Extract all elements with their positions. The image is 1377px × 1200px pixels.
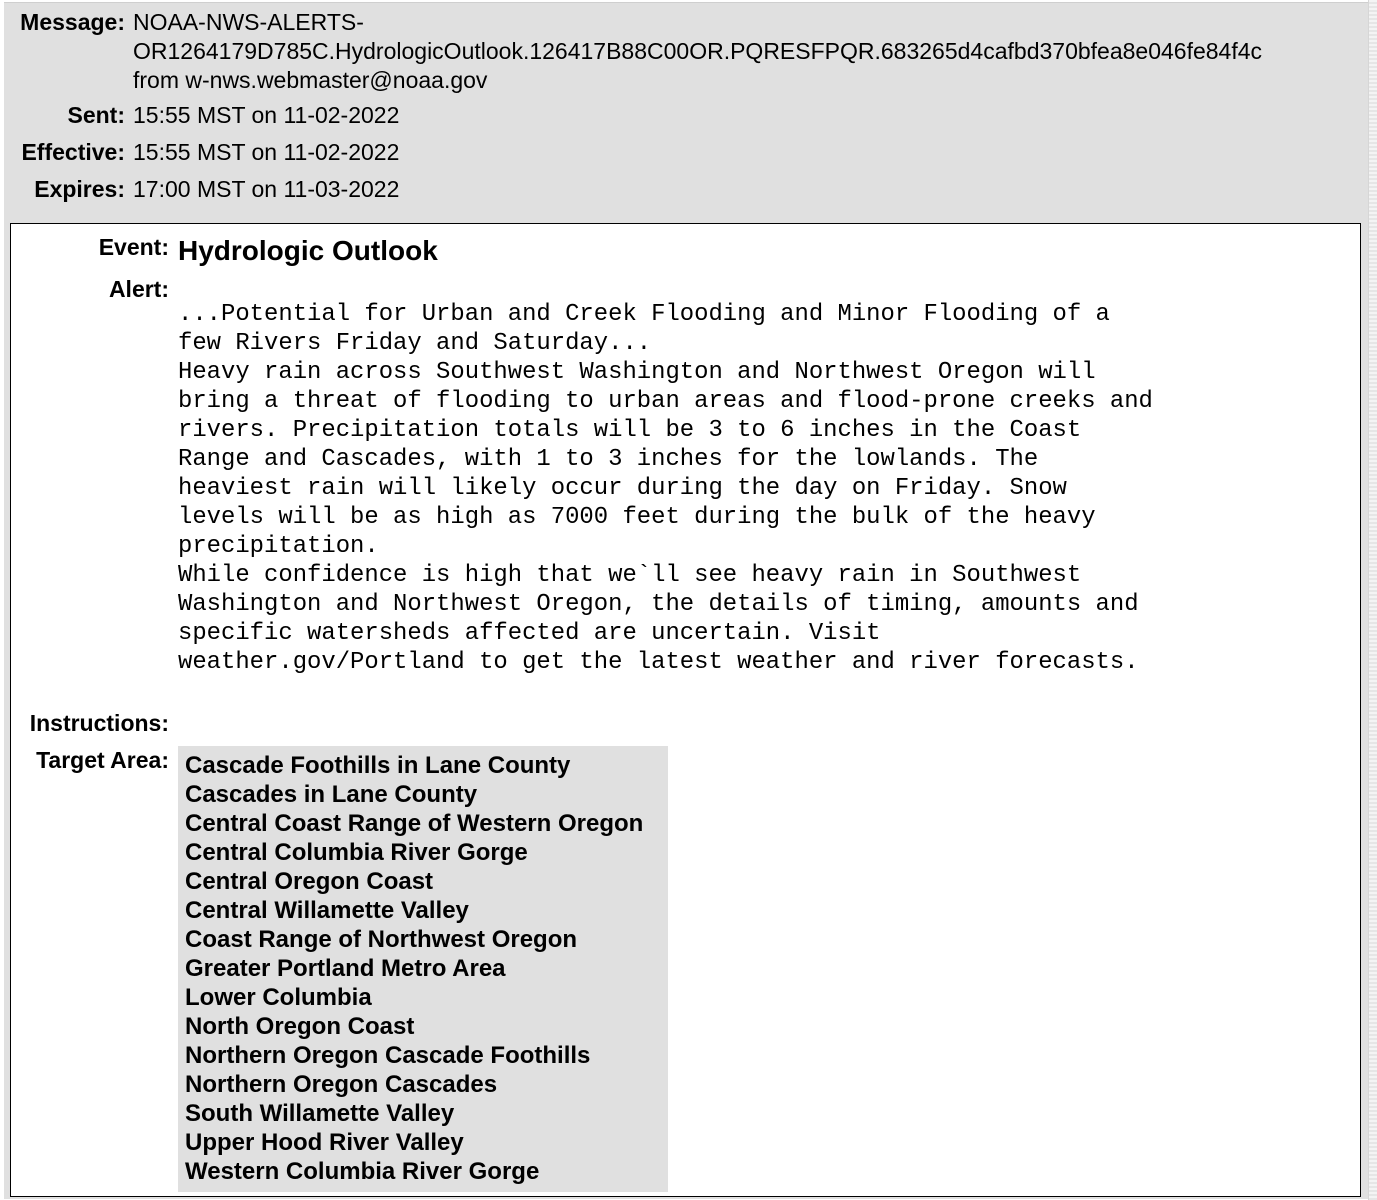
message-sender: from w-nws.webmaster@noaa.gov xyxy=(133,67,488,93)
target-area-item: Central Willamette Valley xyxy=(185,897,469,924)
target-area-item: Northern Oregon Cascades xyxy=(185,1071,498,1098)
message-id-line2: OR1264179D785C.HydrologicOutlook.126417B88C00OR.PQRESFPQR.683265d4cafbd370bfea8e046fe84f4c xyxy=(133,38,1263,64)
target-area-item: South Willamette Valley xyxy=(185,1100,455,1127)
sent-label: Sent: xyxy=(67,102,125,128)
target-area-item: North Oregon Coast xyxy=(185,1013,415,1040)
target-area-label: Target Area: xyxy=(36,747,169,773)
target-area-item: Cascades in Lane County xyxy=(185,781,478,808)
target-area-item: Central Columbia River Gorge xyxy=(185,839,528,866)
effective-label: Effective: xyxy=(21,139,125,165)
message-label: Message: xyxy=(20,9,125,35)
sent-value: 15:55 MST on 11-02-2022 xyxy=(133,102,400,128)
target-area-item: Lower Columbia xyxy=(185,984,372,1011)
alert-label: Alert: xyxy=(108,276,169,302)
target-area-item: Coast Range of Northwest Oregon xyxy=(185,926,578,953)
alert-details-box xyxy=(10,223,1361,1197)
event-title: Hydrologic Outlook xyxy=(178,235,438,266)
target-area-item: Central Coast Range of Western Oregon xyxy=(185,810,644,837)
expires-value: 17:00 MST on 11-03-2022 xyxy=(133,176,400,202)
effective-value: 15:55 MST on 11-02-2022 xyxy=(133,139,400,165)
event-label: Event: xyxy=(98,234,169,260)
target-area-item: Cascade Foothills in Lane County xyxy=(185,752,571,779)
target-area-item: Greater Portland Metro Area xyxy=(185,955,506,982)
target-area-item: Northern Oregon Cascade Foothills xyxy=(185,1042,591,1069)
message-id-line1: NOAA-NWS-ALERTS- xyxy=(133,9,364,35)
target-area-item: Upper Hood River Valley xyxy=(185,1129,464,1156)
alert-text: ...Potential for Urban and Creek Flooding and Minor Flooding of a few Rivers Friday and Saturday... Heavy rain across Southwest Washington and Northwest Oregon will bring a threat of flooding to urban areas and flood-prone creeks and rivers. Precipitation totals will be 3 to 6 inches in the Coast Range and Cascades, with 1 to 3 inches for the lowlands. The heaviest rain will likely occur during the day on Friday. Snow levels will be as high as 7000 feet during the bulk of the heavy precipitation. While confidence is high that we`ll see heavy rain in Southwest Washington and Northwest Oregon, the details of timing, amounts and specific watersheds affected are uncertain. Visit weather.gov/Portland to get the latest weather and river forecasts. xyxy=(178,301,1153,676)
target-area-item: Western Columbia River Gorge xyxy=(185,1158,540,1185)
target-area-list xyxy=(178,746,668,1186)
instructions-label: Instructions: xyxy=(29,710,169,736)
expires-label: Expires: xyxy=(34,176,125,202)
window-scrollbar[interactable] xyxy=(1368,0,1377,1200)
alert-page xyxy=(4,2,1369,1199)
target-area-item: Central Oregon Coast xyxy=(185,868,434,895)
target-area-box xyxy=(178,746,668,1192)
